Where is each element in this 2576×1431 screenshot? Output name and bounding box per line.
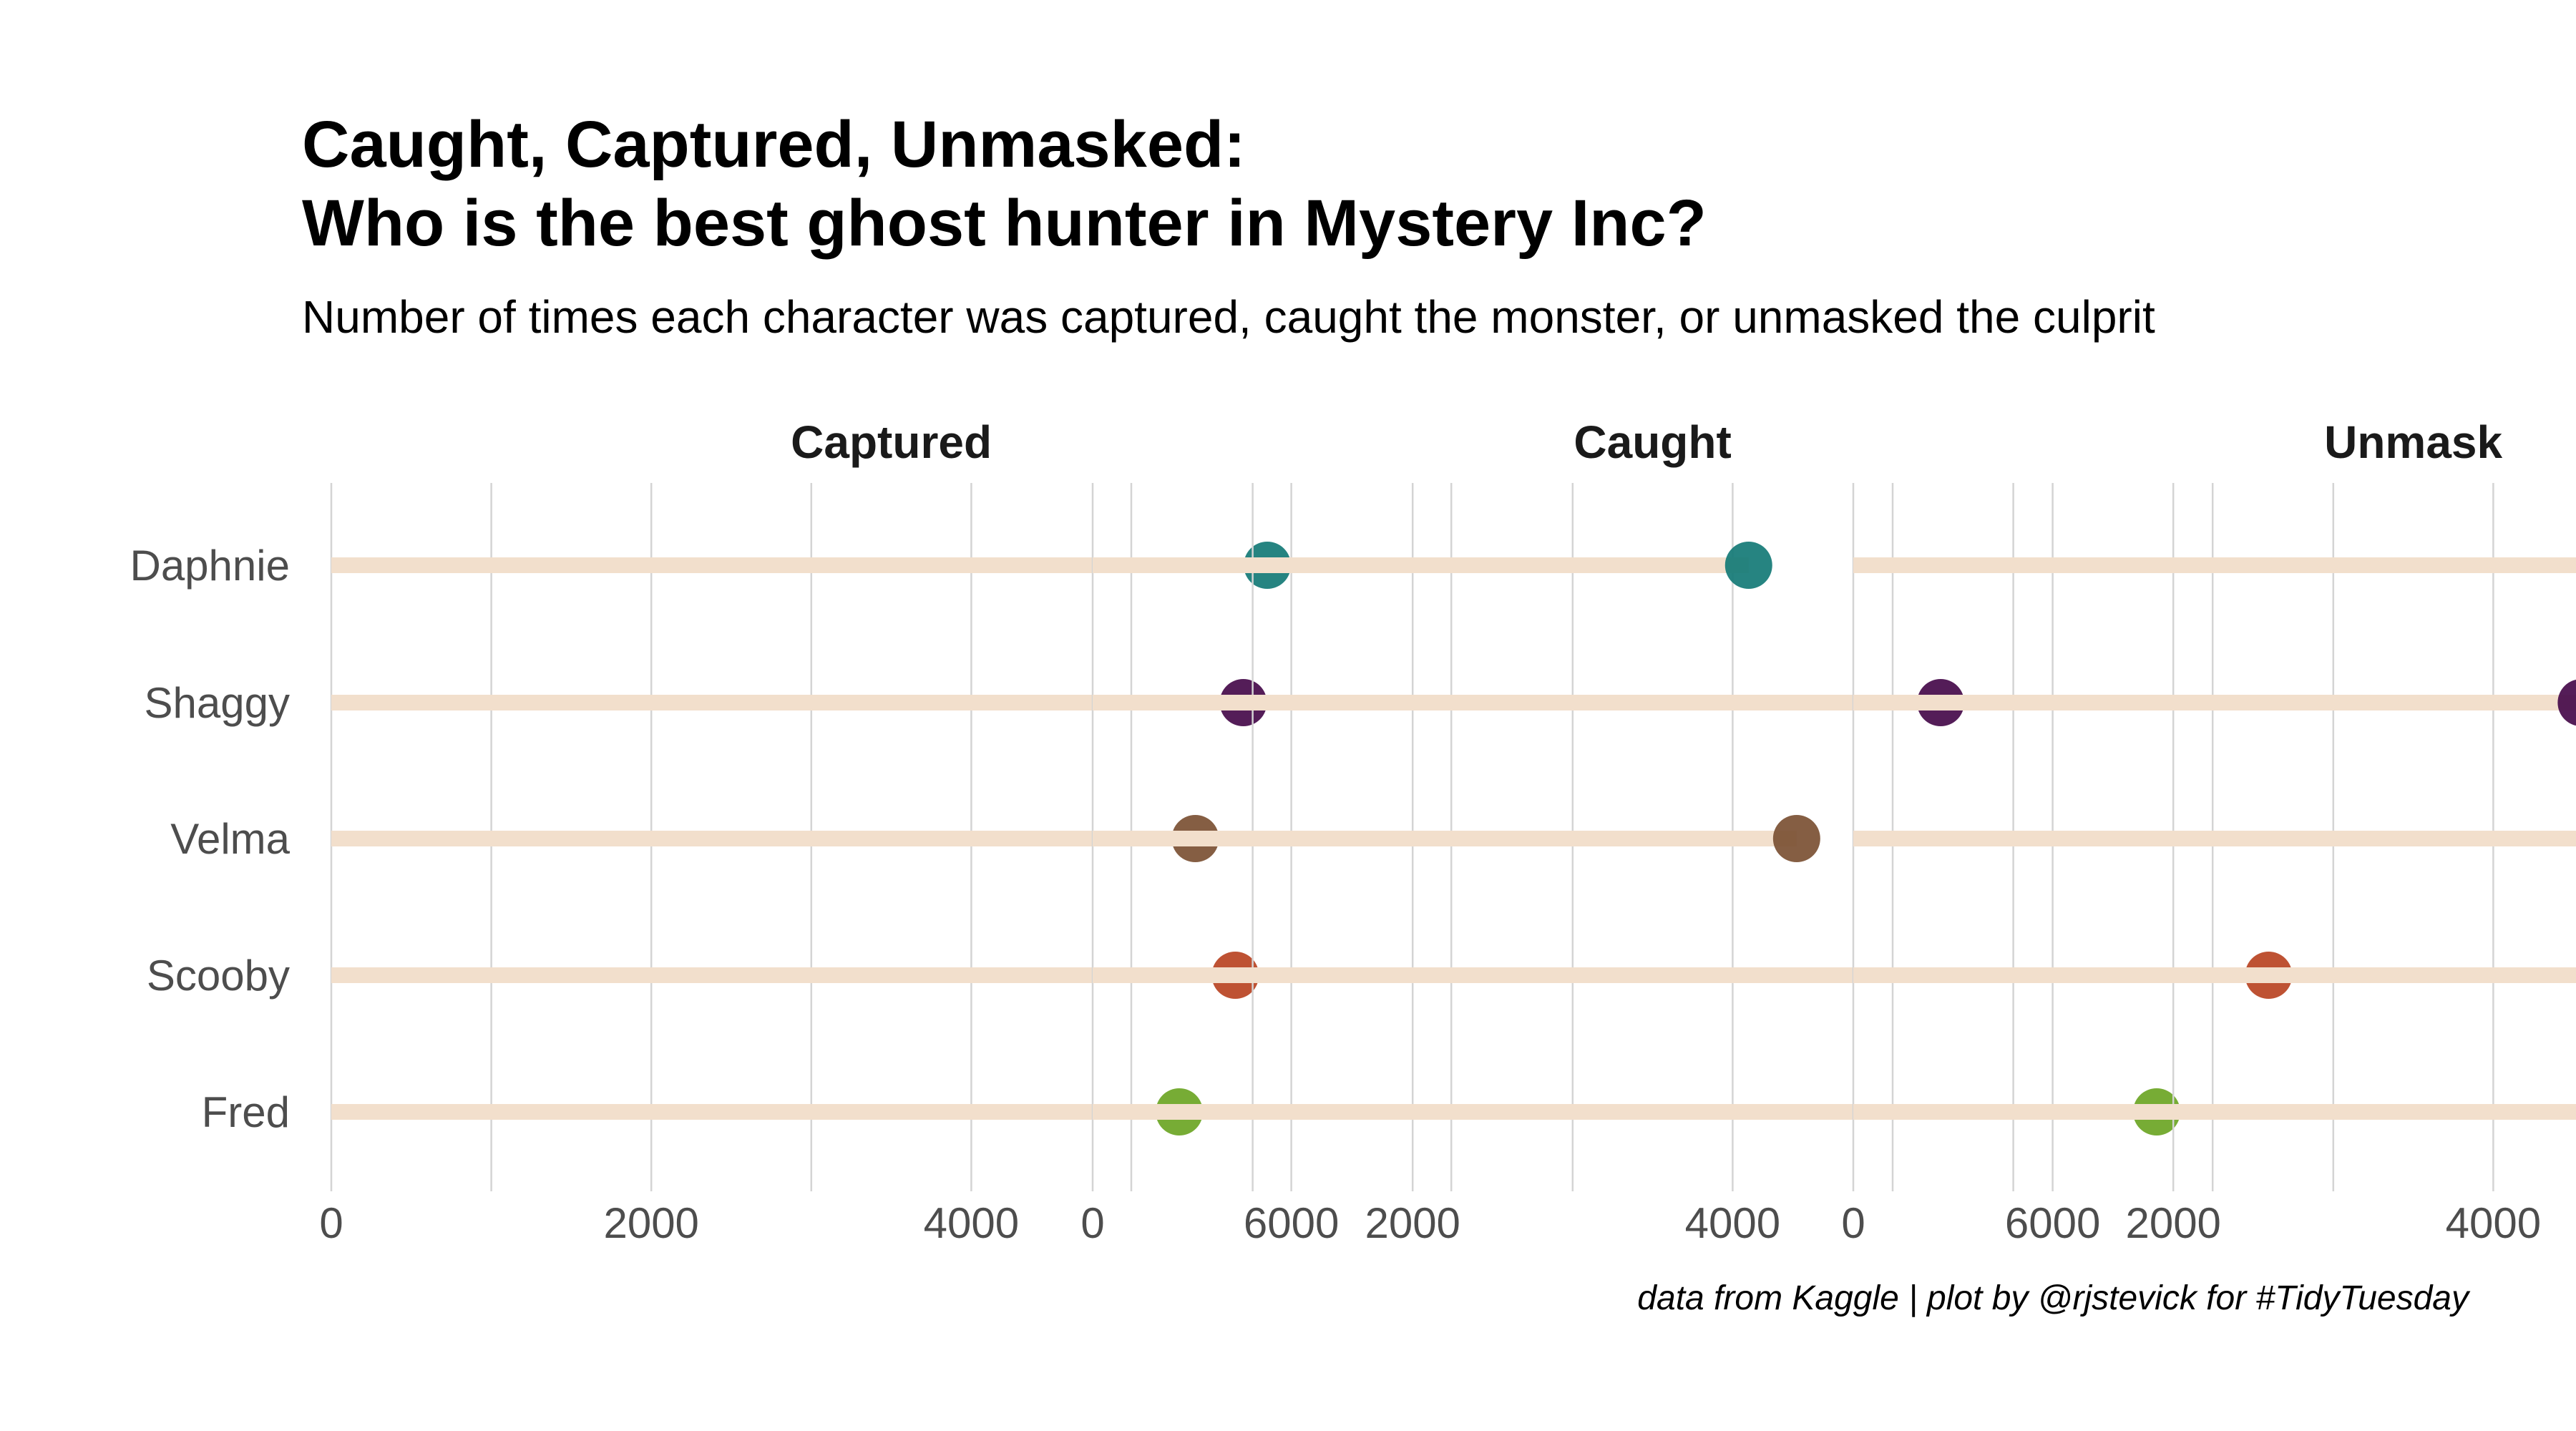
category-label: Fred	[201, 1088, 290, 1136]
x-tick-label: 6000	[2004, 1199, 2101, 1247]
category-label: Daphnie	[130, 542, 290, 590]
x-tick-label: 0	[1841, 1199, 1865, 1247]
x-tick-label: 2000	[603, 1199, 699, 1247]
x-tick-label: 4000	[923, 1199, 1020, 1247]
x-tick-label: 2000	[1365, 1199, 1460, 1247]
x-tick-label: 6000	[1243, 1199, 1340, 1247]
data-point-daphnie	[1725, 542, 1772, 589]
chart-title-line1: Caught, Captured, Unmasked:	[302, 108, 1246, 181]
panel-title: Caught	[1574, 416, 1732, 468]
category-label: Scooby	[146, 952, 290, 1000]
x-tick-label: 4000	[2445, 1199, 2542, 1247]
data-point-shaggy	[2557, 679, 2576, 726]
x-tick-label: 0	[1080, 1199, 1105, 1247]
chart-title-line2: Who is the best ghost hunter in Mystery Inc?	[302, 187, 1707, 260]
category-label: Shaggy	[144, 679, 290, 727]
x-tick-label: 2000	[2125, 1199, 2221, 1247]
plot-area	[130, 416, 2576, 1247]
data-point-velma	[1773, 815, 1820, 862]
x-tick-label: 4000	[1684, 1199, 1781, 1247]
panel-title: Captured	[791, 416, 992, 468]
panel-title: Unmask	[2324, 416, 2503, 468]
x-tick-label: 0	[319, 1199, 343, 1247]
chart-caption: data from Kaggle | plot by @rjstevick for #TidyTuesday	[1637, 1279, 2469, 1317]
panel-unmask	[1841, 416, 2576, 1247]
chart-subtitle: Number of times each character was captured, caught the monster, or unmasked the culprit	[302, 291, 2155, 343]
category-label: Velma	[170, 815, 290, 863]
